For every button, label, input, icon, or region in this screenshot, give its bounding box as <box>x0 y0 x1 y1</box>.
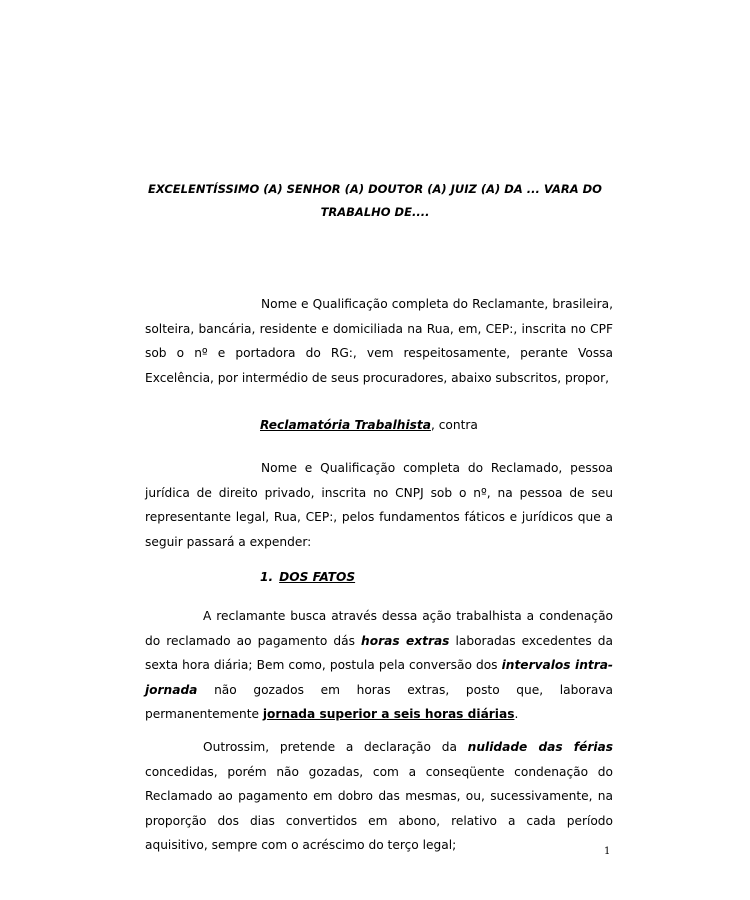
facts-p1-text-2: laboradas excedentes da sexta hora diária; Bem como, postula pela conversão dos <box>145 633 613 672</box>
facts-paragraph-1 <box>145 604 613 727</box>
action-suffix: , contra <box>430 418 478 432</box>
intro-paragraph: Nome e Qualificação completa do Reclamante, brasileira, solteira, bancária, residente e domiciliada na Rua, em, CEP:, inscrita no CPF sob o nº e portadora do RG:, vem respeitosamente, perante Vossa Excelência, por intermédio de seus procuradores, abaixo subscritos, propor, <box>145 297 613 385</box>
section-number: 1. <box>260 570 274 584</box>
facts-p1-text-4: . <box>514 707 519 721</box>
facts-p2-text-1: Outrossim, pretende a declaração da <box>203 740 468 754</box>
action-line <box>260 413 478 437</box>
facts-p2-text-2: concedidas, porém não gozadas, com a conseqüente condenação do Reclamado ao pagamento em dobro das mesmas, ou, sucessivamente, na proporção dos dias convertidos em abono, relativo a cada período aquisitivo, sempre com o acréscimo do terço legal; <box>145 764 613 852</box>
section-heading-facts <box>260 565 355 589</box>
section-title: DOS FATOS <box>279 570 356 584</box>
emphasis-nulidade-ferias: nulidade das férias <box>467 740 613 754</box>
emphasis-horas-extras: horas extras <box>361 633 450 648</box>
emphasis-jornada: jornada superior a seis horas diárias <box>262 707 515 721</box>
emphasis-intervalos: intervalos intra-jornada <box>145 658 613 697</box>
facts-p1-text-1: A reclamante busca através dessa ação trabalhista a condenação do reclamado ao pagamento dás <box>145 609 613 648</box>
page-number: 1 <box>604 846 611 857</box>
heading-line-1: EXCELENTÍSSIMO (A) SENHOR (A) DOUTOR (A) JUIZ (A) DA ... VARA DO <box>148 182 602 196</box>
defendant-paragraph: Nome e Qualificação completa do Reclamado, pessoa jurídica de direito privado, inscrita no CNPJ sob o nº, na pessoa de seu representante legal, Rua, CEP:, pelos fundamentos fáticos e jurídicos que a seguir passará a expender: <box>145 461 613 549</box>
facts-p1-text-3: não gozados em horas extras, posto que, laborava permanentemente <box>145 682 613 721</box>
facts-paragraph-2 <box>145 735 613 858</box>
heading-line-2: TRABALHO DE.... <box>320 205 430 219</box>
action-title: Reclamatória Trabalhista <box>260 418 431 432</box>
document-heading <box>140 178 610 224</box>
